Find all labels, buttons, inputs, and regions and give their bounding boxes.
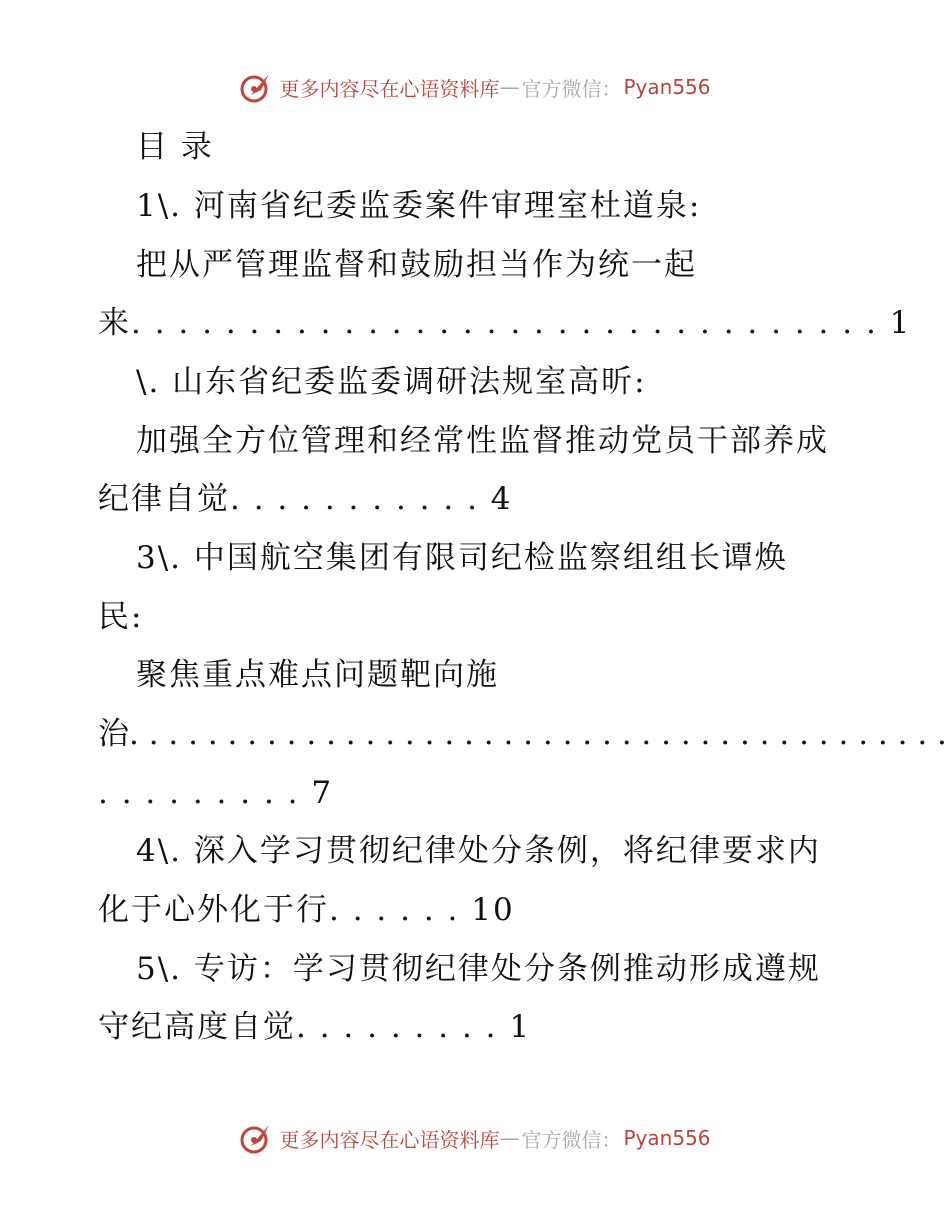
toc-line: 5\. 专访：学习贯彻纪律处分条例推动形成遵规 xyxy=(136,951,821,987)
banner-wechat-id: Pyan556 xyxy=(623,75,711,99)
toc-line: 加强全方位管理和经常性监督推动党员干部养成 xyxy=(136,423,829,459)
toc-line: 治. . . . . . . . . . . . . . . . . . . . . . . . . . . . . . . . . . . . . . . . . . xyxy=(98,716,947,752)
toc-line: 民: xyxy=(98,599,144,635)
banner-text: 更多内容尽在心语资料库 xyxy=(279,76,500,101)
toc-line: 纪律自觉. . . . . . . . . . . 4 xyxy=(98,481,513,517)
header-watermark-banner xyxy=(0,70,950,104)
footer-watermark-banner xyxy=(0,1121,950,1155)
banner-wechat-id: Pyan556 xyxy=(623,1126,711,1150)
banner-wechat-label: 官方微信： xyxy=(521,1127,622,1152)
banner-separator: — xyxy=(499,75,520,99)
banner-separator: — xyxy=(499,1126,520,1150)
banner-wechat-label: 官方微信： xyxy=(521,76,622,101)
quill-logo-icon xyxy=(239,70,273,104)
toc-line: 把从严管理监督和鼓励担当作为统一起 xyxy=(136,247,697,283)
toc-line: 3\. 中国航空集团有限司纪检监察组组长谭焕 xyxy=(136,540,788,576)
banner-text: 更多内容尽在心语资料库 xyxy=(279,1127,500,1152)
toc-line: 1\. 河南省纪委监委案件审理室杜道泉: xyxy=(136,188,702,224)
toc-line: 来. . . . . . . . . . . . . . . . . . . . . . . . . . . . . . . . 1 xyxy=(98,305,912,341)
toc-line: 化于心外化于行. . . . . . 10 xyxy=(98,892,515,928)
toc-line: 4\. 深入学习贯彻纪律处分条例，将纪律要求内 xyxy=(136,833,821,869)
toc-line: . . . . . . . . . 7 xyxy=(98,775,334,811)
toc-heading: 目 录 xyxy=(136,129,214,165)
toc-line: 守纪高度自觉. . . . . . . . . 1 xyxy=(98,1009,532,1045)
toc-line: \. 山东省纪委监委调研法规室高昕: xyxy=(136,364,647,400)
toc-line: 聚焦重点难点问题靶向施 xyxy=(136,657,499,693)
quill-logo-icon xyxy=(239,1121,273,1155)
